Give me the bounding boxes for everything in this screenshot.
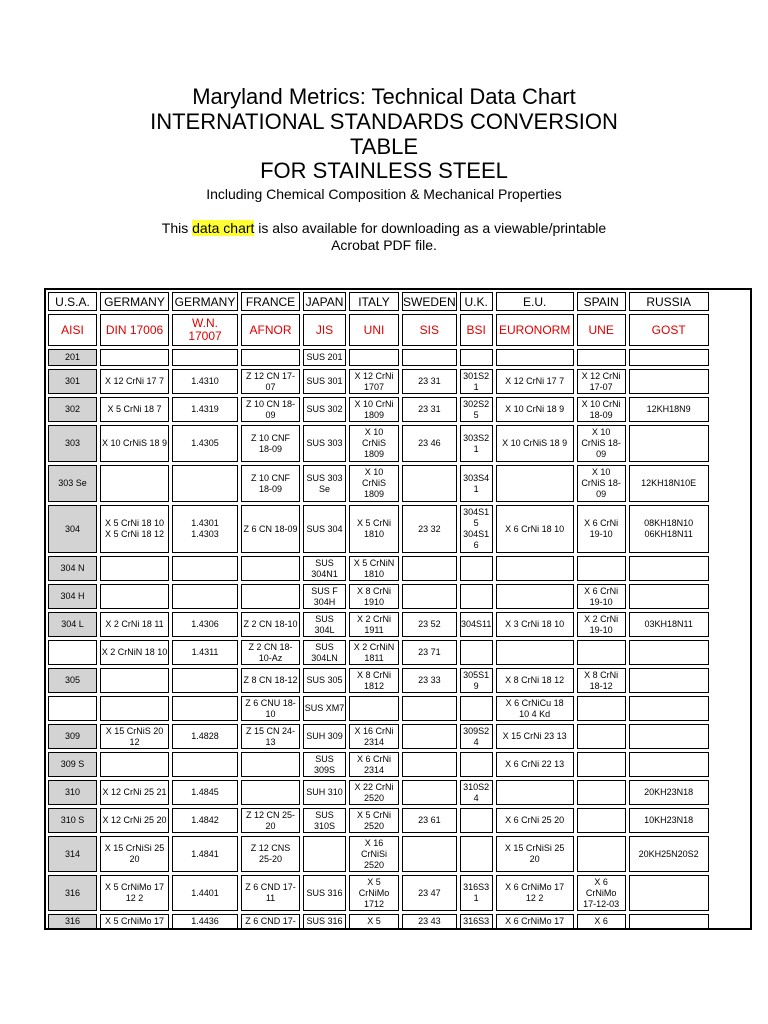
country-header-cell: U.K. xyxy=(460,292,493,311)
aisi-grade-cell: 314 xyxy=(48,836,97,872)
table-row xyxy=(48,505,709,553)
standard-header-row xyxy=(48,314,709,346)
table-cell xyxy=(629,875,709,911)
title-line-4: FOR STAINLESS STEEL xyxy=(260,158,508,183)
table-row xyxy=(48,780,709,805)
conversion-table xyxy=(45,289,712,930)
table-row xyxy=(48,914,709,929)
table-cell: X 10 CrNiS 1809 xyxy=(349,425,399,462)
table-cell: SUS 304L xyxy=(303,612,346,637)
table-cell xyxy=(241,780,300,805)
table-cell xyxy=(460,836,493,872)
table-cell: 1.4436 xyxy=(172,914,238,929)
table-cell: X 6 CrNi 19-10 xyxy=(577,505,626,553)
table-cell: SUS 304LN xyxy=(303,640,346,665)
table-cell: X 10 CrNiS 1809 xyxy=(349,465,399,502)
aisi-grade-cell: 303 xyxy=(48,425,97,462)
table-cell: 303S4 1 xyxy=(460,465,493,502)
table-cell: X 8 CrNi 18-12 xyxy=(577,668,626,693)
aisi-grade-cell: 304 xyxy=(48,505,97,553)
standard-header-cell: UNI xyxy=(349,314,399,346)
table-cell: SUS 310S xyxy=(303,808,346,833)
table-cell: X 10 CrNiS 18- 09 xyxy=(577,425,626,462)
table-cell xyxy=(349,349,399,366)
table-cell xyxy=(577,556,626,581)
table-cell xyxy=(402,780,457,805)
country-header-cell: ITALY xyxy=(349,292,399,311)
table-cell: X 6 CrNiMo 17 12 2 xyxy=(496,875,574,911)
table-cell: X 6 CrNi 2314 xyxy=(349,752,399,777)
table-cell: 1.4310 xyxy=(172,369,238,394)
table-cell xyxy=(577,724,626,749)
table-cell xyxy=(172,752,238,777)
table-cell: Z 12 CN 17- 07 xyxy=(241,369,300,394)
country-header-cell: GERMANY xyxy=(172,292,238,311)
table-cell: 316S3 1 xyxy=(460,875,493,911)
table-cell: X 12 CrNi 25 20 xyxy=(100,808,169,833)
table-row xyxy=(48,808,709,833)
table-cell: Z 6 CNU 18- 10 xyxy=(241,696,300,721)
standard-header-cell: GOST xyxy=(629,314,709,346)
table-cell: X 2 CrNiN 1811 xyxy=(349,640,399,665)
table-cell: X 5 CrNiMo 1712 xyxy=(349,875,399,911)
conversion-table-frame xyxy=(44,288,752,930)
table-cell: Z 10 CN 18- 09 xyxy=(241,397,300,422)
table-cell: SUS 316 xyxy=(303,914,346,929)
table-cell: X 12 CrNi 17 7 xyxy=(100,369,169,394)
table-cell xyxy=(577,349,626,366)
table-cell xyxy=(629,752,709,777)
table-cell: X 2 CrNiN 18 10 xyxy=(100,640,169,665)
table-cell xyxy=(100,668,169,693)
table-cell: X 6 CrNi 25 20 xyxy=(496,808,574,833)
table-cell: 23 46 xyxy=(402,425,457,462)
table-cell: X 2 CrNi 1911 xyxy=(349,612,399,637)
table-row xyxy=(48,752,709,777)
table-cell xyxy=(172,349,238,366)
table-cell xyxy=(172,668,238,693)
standard-header-cell: AFNOR xyxy=(241,314,300,346)
table-cell: X 5 CrNi 2520 xyxy=(349,808,399,833)
table-cell: X 15 CrNi 23 13 xyxy=(496,724,574,749)
table-cell xyxy=(629,369,709,394)
table-cell xyxy=(577,836,626,872)
table-cell xyxy=(172,696,238,721)
table-cell: SUS XM7 xyxy=(303,696,346,721)
country-header-cell: RUSSIA xyxy=(629,292,709,311)
table-cell: X 15 CrNiSi 25 20 xyxy=(100,836,169,872)
table-cell: 1.4301 1.4303 xyxy=(172,505,238,553)
table-cell: 08KH18N10 06KH18N11 xyxy=(629,505,709,553)
table-cell: X 8 CrNi 1910 xyxy=(349,584,399,609)
aisi-grade-cell: 316 xyxy=(48,914,97,929)
aisi-grade-cell: 201 xyxy=(48,349,97,366)
table-cell xyxy=(460,696,493,721)
table-cell: X 10 CrNi 18 9 xyxy=(496,397,574,422)
table-cell: Z 12 CNS 25-20 xyxy=(241,836,300,872)
table-row xyxy=(48,875,709,911)
standard-header-cell: EURONORM xyxy=(496,314,574,346)
table-row xyxy=(48,584,709,609)
table-cell: 302S2 5 xyxy=(460,397,493,422)
country-header-row xyxy=(48,292,709,311)
country-header-cell: E.U. xyxy=(496,292,574,311)
table-cell: Z 8 CN 18-12 xyxy=(241,668,300,693)
table-cell: SUS 304N1 xyxy=(303,556,346,581)
standard-header-cell: SIS xyxy=(402,314,457,346)
table-cell: 305S1 9 xyxy=(460,668,493,693)
table-cell: X 2 CrNi 18 11 xyxy=(100,612,169,637)
table-cell: SUH 309 xyxy=(303,724,346,749)
table-row xyxy=(48,465,709,502)
country-header-cell: SPAIN xyxy=(577,292,626,311)
country-header-cell: FRANCE xyxy=(241,292,300,311)
table-cell: 1.4842 xyxy=(172,808,238,833)
table-cell: X 5 CrNiMo 17 12 2 xyxy=(100,875,169,911)
table-cell: 303S2 1 xyxy=(460,425,493,462)
table-cell: SUS 316 xyxy=(303,875,346,911)
table-cell xyxy=(402,584,457,609)
table-cell xyxy=(629,425,709,462)
country-header-cell: SWEDEN xyxy=(402,292,457,311)
table-cell xyxy=(100,752,169,777)
table-cell: X 5 CrNiMo 17 xyxy=(100,914,169,929)
table-cell: X 6 CrNiMo 17 xyxy=(496,914,574,929)
table-cell: X 6 CrNiCu 18 10 4 Kd xyxy=(496,696,574,721)
table-cell: X 5 xyxy=(349,914,399,929)
table-cell: Z 10 CNF 18-09 xyxy=(241,465,300,502)
aisi-grade-cell: 309 xyxy=(48,724,97,749)
table-cell: X 12 CrNi 17-07 xyxy=(577,369,626,394)
table-cell: X 8 CrNi 1812 xyxy=(349,668,399,693)
table-cell: 1.4845 xyxy=(172,780,238,805)
table-cell xyxy=(577,808,626,833)
table-cell: SUS 305 xyxy=(303,668,346,693)
table-cell: X 10 CrNi 1809 xyxy=(349,397,399,422)
standard-header-cell: AISI xyxy=(48,314,97,346)
table-cell: 23 31 xyxy=(402,397,457,422)
table-cell xyxy=(100,349,169,366)
table-cell: SUS 303 Se xyxy=(303,465,346,502)
table-cell xyxy=(460,808,493,833)
table-cell: Z 6 CND 17- 11 xyxy=(241,875,300,911)
aisi-grade-cell: 303 Se xyxy=(48,465,97,502)
table-cell: 1.4311 xyxy=(172,640,238,665)
table-cell: SUS 301 xyxy=(303,369,346,394)
table-cell xyxy=(349,696,399,721)
aisi-grade-cell: 309 S xyxy=(48,752,97,777)
table-cell: 12KH18N10E xyxy=(629,465,709,502)
table-cell xyxy=(402,696,457,721)
table-cell: X 5 CrNi 18 10 X 5 CrNi 18 12 xyxy=(100,505,169,553)
table-cell xyxy=(496,349,574,366)
table-cell: 1.4841 xyxy=(172,836,238,872)
table-cell xyxy=(629,696,709,721)
table-cell: X 10 CrNiS 18- 09 xyxy=(577,465,626,502)
table-cell: 1.4319 xyxy=(172,397,238,422)
subtitle: Including Chemical Composition & Mechanical Properties xyxy=(206,185,562,202)
table-cell: X 10 CrNi 18-09 xyxy=(577,397,626,422)
table-cell: X 16 CrNi 2314 xyxy=(349,724,399,749)
table-body xyxy=(48,292,709,929)
table-cell xyxy=(629,584,709,609)
table-cell: 23 61 xyxy=(402,808,457,833)
availability-prefix: This xyxy=(161,219,193,236)
table-cell: SUS F 304H xyxy=(303,584,346,609)
table-cell xyxy=(460,584,493,609)
aisi-grade-cell: 310 xyxy=(48,780,97,805)
table-cell: 23 31 xyxy=(402,369,457,394)
table-cell: X 5 CrNiN 1810 xyxy=(349,556,399,581)
table-cell xyxy=(241,752,300,777)
table-cell: Z 2 CN 18- 10-Az xyxy=(241,640,300,665)
aisi-grade-cell: 305 xyxy=(48,668,97,693)
aisi-grade-cell: 316 xyxy=(48,875,97,911)
availability-note xyxy=(0,220,768,254)
table-cell: X 6 CrNiMo 17-12-03 xyxy=(577,875,626,911)
table-cell: 304S1 5 304S1 6 xyxy=(460,505,493,553)
table-cell xyxy=(577,640,626,665)
aisi-grade-cell: 301 xyxy=(48,369,97,394)
table-cell: X 6 xyxy=(577,914,626,929)
table-cell xyxy=(496,640,574,665)
table-cell xyxy=(629,349,709,366)
table-row xyxy=(48,349,709,366)
title-line-1: Maryland Metrics: Technical Data Chart xyxy=(192,84,576,109)
table-cell xyxy=(577,752,626,777)
table-cell xyxy=(402,465,457,502)
table-cell: 309S2 4 xyxy=(460,724,493,749)
table-cell xyxy=(460,640,493,665)
standard-header-cell: JIS xyxy=(303,314,346,346)
table-cell: Z 12 CN 25- 20 xyxy=(241,808,300,833)
table-cell: X 5 CrNi 1810 xyxy=(349,505,399,553)
table-row xyxy=(48,397,709,422)
table-row xyxy=(48,696,709,721)
table-cell xyxy=(577,696,626,721)
table-cell xyxy=(402,724,457,749)
table-cell: SUS 309S xyxy=(303,752,346,777)
title-line-2: INTERNATIONAL STANDARDS CONVERSION xyxy=(150,109,618,134)
table-cell xyxy=(241,349,300,366)
table-cell: X 6 CrNi 22 13 xyxy=(496,752,574,777)
table-cell: 310S2 4 xyxy=(460,780,493,805)
table-cell: Z 15 CN 24- 13 xyxy=(241,724,300,749)
table-row xyxy=(48,556,709,581)
table-cell xyxy=(100,584,169,609)
table-cell: SUS 304 xyxy=(303,505,346,553)
aisi-grade-cell: 304 H xyxy=(48,584,97,609)
table-cell xyxy=(172,465,238,502)
table-cell xyxy=(496,465,574,502)
table-cell xyxy=(629,724,709,749)
table-cell: X 5 CrNi 18 7 xyxy=(100,397,169,422)
table-cell xyxy=(241,584,300,609)
table-cell: X 6 CrNi 18 10 xyxy=(496,505,574,553)
table-cell: X 6 CrNi 19-10 xyxy=(577,584,626,609)
table-cell: SUS 302 xyxy=(303,397,346,422)
country-header-cell: GERMANY xyxy=(100,292,169,311)
table-cell xyxy=(496,584,574,609)
table-cell xyxy=(100,696,169,721)
table-cell: 316S3 xyxy=(460,914,493,929)
standard-header-cell: UNE xyxy=(577,314,626,346)
table-row xyxy=(48,724,709,749)
table-cell xyxy=(100,556,169,581)
table-cell: SUH 310 xyxy=(303,780,346,805)
table-cell: 301S2 1 xyxy=(460,369,493,394)
aisi-grade-cell: 304 N xyxy=(48,556,97,581)
table-row xyxy=(48,836,709,872)
table-cell: 20KH23N18 xyxy=(629,780,709,805)
table-cell: X 3 CrNi 18 10 xyxy=(496,612,574,637)
table-cell: SUS 201 xyxy=(303,349,346,366)
table-cell xyxy=(402,556,457,581)
table-cell: X 12 CrNi 25 21 xyxy=(100,780,169,805)
table-cell: 1.4828 xyxy=(172,724,238,749)
aisi-grade-cell xyxy=(48,696,97,721)
table-cell: Z 2 CN 18-10 xyxy=(241,612,300,637)
table-cell xyxy=(629,668,709,693)
table-cell xyxy=(629,556,709,581)
table-cell: 304S11 xyxy=(460,612,493,637)
table-row xyxy=(48,640,709,665)
table-row xyxy=(48,668,709,693)
table-cell xyxy=(629,914,709,929)
aisi-grade-cell: 310 S xyxy=(48,808,97,833)
table-cell: X 2 CrNi 19-10 xyxy=(577,612,626,637)
table-cell: SUS 303 xyxy=(303,425,346,462)
table-cell: 12KH18N9 xyxy=(629,397,709,422)
table-cell xyxy=(460,556,493,581)
table-cell xyxy=(100,465,169,502)
table-cell: 20KH25N20S2 xyxy=(629,836,709,872)
table-cell: 10KH23N18 xyxy=(629,808,709,833)
table-cell: X 12 CrNi 1707 xyxy=(349,369,399,394)
country-header-cell: JAPAN xyxy=(303,292,346,311)
table-cell xyxy=(629,640,709,665)
title-line-3: TABLE xyxy=(349,133,419,159)
standard-header-cell: BSI xyxy=(460,314,493,346)
standard-header-cell: W.N. 17007 xyxy=(172,314,238,346)
availability-suffix: is also available for downloading as a viewable/printable xyxy=(254,219,607,236)
document-header xyxy=(0,84,768,254)
table-cell xyxy=(402,349,457,366)
table-cell xyxy=(496,556,574,581)
availability-line-2: Acrobat PDF file. xyxy=(331,236,437,253)
table-cell: 23 43 xyxy=(402,914,457,929)
table-cell: Z 6 CN 18-09 xyxy=(241,505,300,553)
table-row xyxy=(48,425,709,462)
table-cell: X 22 CrNi 2520 xyxy=(349,780,399,805)
table-cell: X 10 CrNiS 18 9 xyxy=(496,425,574,462)
table-cell: X 16 CrNiSi 2520 xyxy=(349,836,399,872)
aisi-grade-cell xyxy=(48,640,97,665)
table-cell: 23 52 xyxy=(402,612,457,637)
table-cell xyxy=(172,556,238,581)
table-cell: 23 32 xyxy=(402,505,457,553)
aisi-grade-cell: 304 L xyxy=(48,612,97,637)
table-cell xyxy=(402,752,457,777)
table-cell: Z 10 CNF 18-09 xyxy=(241,425,300,462)
table-cell: Z 6 CND 17- xyxy=(241,914,300,929)
table-cell: 1.4401 xyxy=(172,875,238,911)
table-cell xyxy=(460,752,493,777)
table-cell: 23 47 xyxy=(402,875,457,911)
table-cell xyxy=(172,584,238,609)
data-chart-link[interactable]: data chart xyxy=(192,219,255,236)
table-cell: 1.4305 xyxy=(172,425,238,462)
table-cell: X 15 CrNiSi 25 20 xyxy=(496,836,574,872)
table-cell xyxy=(577,780,626,805)
table-cell xyxy=(303,836,346,872)
standard-header-cell: DIN 17006 xyxy=(100,314,169,346)
table-cell: 03KH18N11 xyxy=(629,612,709,637)
table-cell: X 15 CrNiS 20 12 xyxy=(100,724,169,749)
table-cell xyxy=(496,780,574,805)
table-cell: 1.4306 xyxy=(172,612,238,637)
table-cell: X 10 CrNiS 18 9 xyxy=(100,425,169,462)
table-row xyxy=(48,369,709,394)
table-cell: X 12 CrNi 17 7 xyxy=(496,369,574,394)
table-cell: 23 33 xyxy=(402,668,457,693)
table-cell xyxy=(460,349,493,366)
table-cell: 23 71 xyxy=(402,640,457,665)
table-cell: X 8 CrNi 18 12 xyxy=(496,668,574,693)
country-header-cell: U.S.A. xyxy=(48,292,97,311)
table-cell xyxy=(402,836,457,872)
table-cell xyxy=(241,556,300,581)
table-row xyxy=(48,612,709,637)
aisi-grade-cell: 302 xyxy=(48,397,97,422)
